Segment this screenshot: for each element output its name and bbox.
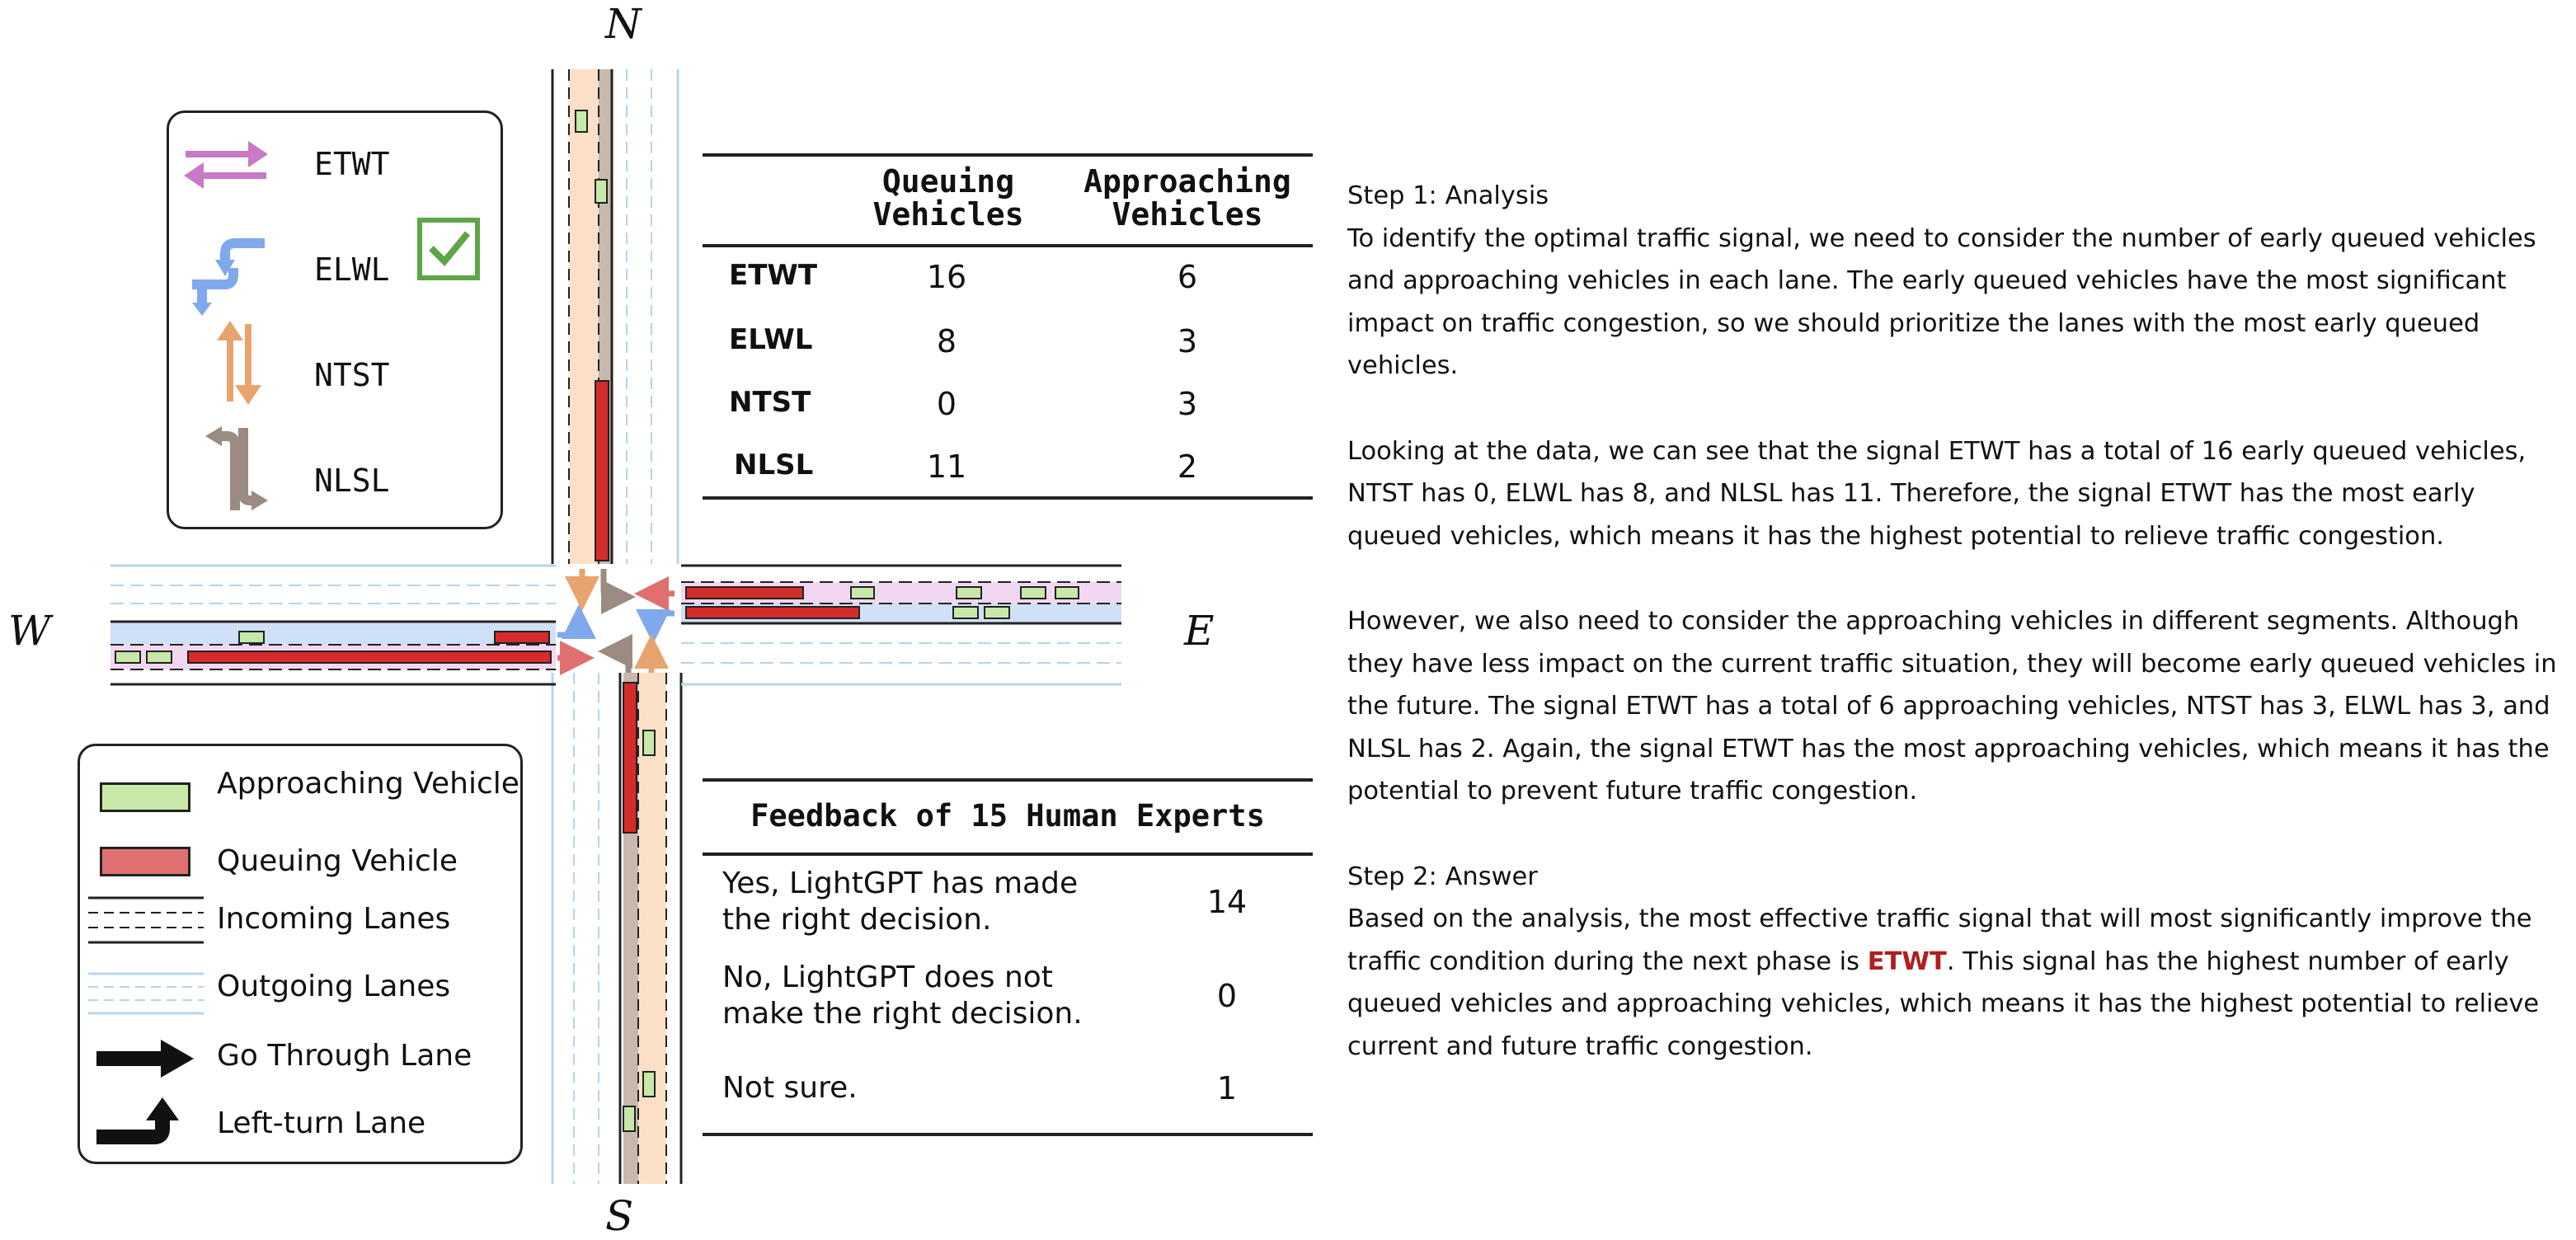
feedback-yes-text: Yes, LightGPT has made the right decision. — [722, 867, 1079, 937]
queuing-vehicle-swatch — [100, 847, 190, 876]
analysis-paragraph-3: However, we also need to consider the approaching vehicles in different segments. Although they have less impact on the current traffic situation, they will become early queued vehicles in the future. The signal ETWT has a total of 6 approaching vehicles, NTST has 3, ELWL has 3, and NLSL has 2. Again, the signal ETWT has the most approaching vehicles, which means it has the potential to prevent future traffic congestion. — [1347, 607, 2557, 806]
nlsl-approaching: 2 — [1177, 449, 1198, 485]
outgoing-lanes-icon — [88, 969, 204, 1018]
phase-label-elwl: ELWL — [314, 251, 390, 288]
vehicle-legend — [78, 744, 523, 1164]
selected-check-icon — [416, 217, 481, 281]
north-label: N — [605, 0, 642, 48]
go-through-arrow-icon — [96, 1038, 195, 1079]
approaching-vehicle-swatch — [100, 782, 190, 812]
feedback-no-text: No, LightGPT does not make the right decision. — [722, 961, 1083, 1031]
elwl-queuing: 8 — [936, 323, 957, 359]
analysis-paragraph-1: To identify the optimal traffic signal, we need to consider the number of early queued vehicles and approaching vehicles in each lane. The early queued vehicles have the most significant impact on traffic congestion, so we should prioritize the lanes with the most early queued vehicles. — [1347, 223, 2536, 380]
step1-title: Step 1: Analysis — [1347, 181, 1549, 210]
col-header-queuing: Queuing Vehicles — [872, 163, 1024, 233]
east-label: E — [1184, 607, 1215, 655]
row-label-elwl: ELWL — [729, 323, 813, 356]
south-road — [552, 673, 681, 1184]
outgoing-lanes-label: Outgoing Lanes — [217, 970, 451, 1003]
row-label-ntst: NTST — [729, 386, 811, 419]
col-header-approaching: Approaching Vehicles — [1084, 163, 1291, 233]
incoming-lanes-label: Incoming Lanes — [217, 902, 451, 936]
nlsl-queuing: 11 — [926, 449, 967, 485]
phase-legend — [167, 110, 503, 529]
ntst-queuing: 0 — [936, 386, 957, 422]
left-turn-lane-label: Left-turn Lane — [217, 1106, 426, 1140]
two-way-through-arrows-icon — [181, 136, 271, 194]
east-road — [681, 566, 1121, 684]
queuing-vehicle-label: Queuing Vehicle — [217, 844, 458, 878]
answer-paragraph — [1347, 898, 2564, 1068]
answer-highlight: ETWT — [1867, 946, 1947, 976]
feedback-title: Feedback of 15 Human Experts — [750, 798, 1265, 834]
feedback-unsure-count: 1 — [1216, 1070, 1238, 1106]
answer-text-after: . This signal has the highest number of early queued vehicles and approaching vehicles, which means it has the highest potential to relieve current and future traffic congestion. — [1347, 946, 2540, 1061]
west-road — [110, 566, 556, 684]
step2-title: Step 2: Answer — [1347, 862, 1538, 891]
south-label: S — [605, 1192, 634, 1240]
movement-arrows — [557, 569, 675, 673]
north-road — [552, 69, 678, 564]
phase-label-ntst: NTST — [314, 357, 390, 393]
analysis-paragraph-2: Looking at the data, we can see that the signal ETWT has a total of 16 early queued vehicles, NTST has 0, ELWL has 8, and NLSL has 11. Therefore, the signal ETWT has the most early queued vehicles, which means it has the highest potential to relieve traffic congestion. — [1347, 436, 2527, 551]
row-label-nlsl: NLSL — [734, 449, 814, 481]
ntst-approaching: 3 — [1177, 386, 1198, 422]
left-turn-arrow-icon — [96, 1096, 195, 1153]
phase-label-nlsl: NLSL — [314, 463, 390, 499]
two-way-left-turn-arrows-icon — [186, 230, 276, 316]
north-south-left-turn-arrows-icon — [194, 420, 273, 519]
approaching-vehicle-label: Approaching Vehicle — [217, 767, 519, 801]
north-south-through-arrows-icon — [210, 319, 268, 410]
answer-text-before: Based on the analysis, the most effective traffic signal that will most significantly improve the traffic condition during the next phase is — [1347, 904, 2532, 976]
feedback-yes-count: 14 — [1206, 884, 1248, 920]
etwt-queuing: 16 — [926, 259, 967, 295]
incoming-lanes-icon — [88, 891, 204, 949]
west-label: W — [8, 607, 51, 655]
go-through-lane-label: Go Through Lane — [217, 1039, 472, 1073]
row-label-etwt: ETWT — [729, 259, 818, 292]
feedback-unsure-text: Not sure. — [722, 1071, 858, 1105]
etwt-approaching: 6 — [1177, 259, 1198, 295]
feedback-no-count: 0 — [1216, 978, 1238, 1014]
phase-label-etwt: ETWT — [314, 146, 390, 182]
analysis-text — [1347, 175, 2564, 1068]
elwl-approaching: 3 — [1177, 323, 1198, 359]
